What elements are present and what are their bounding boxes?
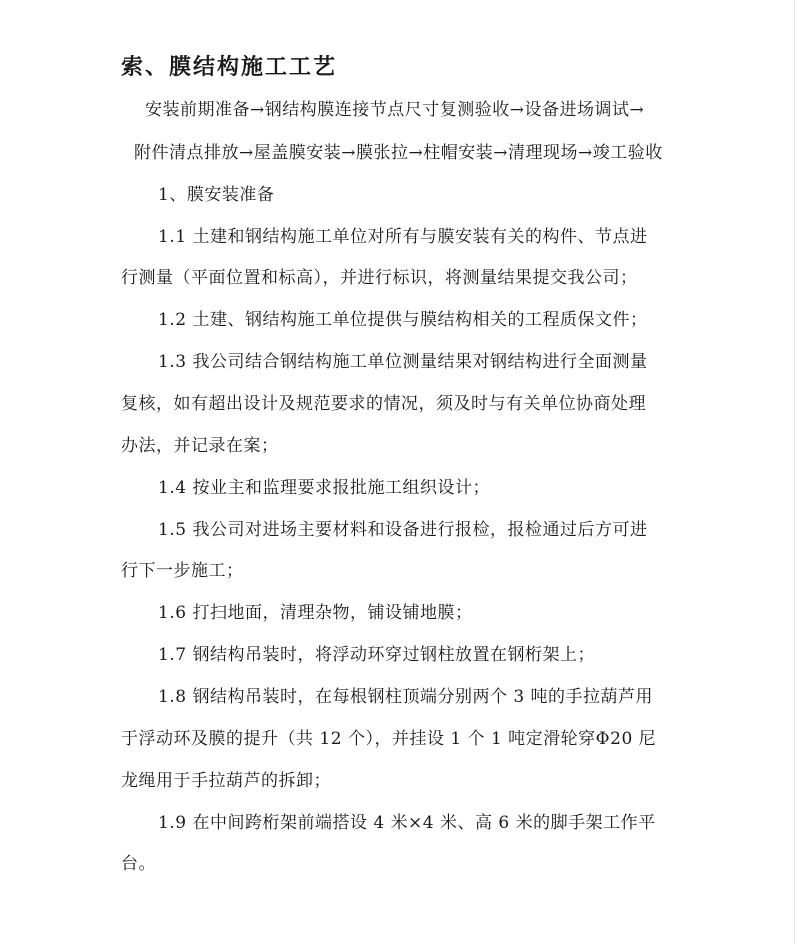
paragraph-line: 龙绳用于手拉葫芦的拆卸； — [121, 771, 331, 791]
paragraph-line: 1.8 钢结构吊装时，在每根钢柱顶端分别两个 3 吨的手拉葫芦用 — [158, 687, 654, 707]
paragraph-line: 1.1 土建和钢结构施工单位对所有与膜安装有关的构件、节点进 — [158, 227, 648, 247]
paragraph-line: 1.7 钢结构吊装时，将浮动环穿过钢柱放置在钢桁架上； — [158, 645, 595, 665]
paragraph-line: 行下一步施工； — [121, 561, 244, 581]
paragraph-line: 1.3 我公司结合钢结构施工单位测量结果对钢结构进行全面测量 — [158, 352, 648, 372]
process-flow-line-1: 安装前期准备→钢结构膜连接节点尺寸复测验收→设备进场调试→ — [145, 100, 645, 120]
paragraph-line: 于浮动环及膜的提升（共 12 个），并挂设 1 个 1 吨定滑轮穿Φ20 尼 — [121, 729, 657, 749]
paragraph-line: 复核，如有超出设计及规范要求的情况，须及时与有关单位协商处理 — [121, 394, 646, 414]
paragraph-line: 1.9 在中间跨桁架前端搭设 4 米×4 米、高 6 米的脚手架工作平 — [158, 813, 656, 833]
subsection-title: 1、膜安装准备 — [158, 185, 275, 205]
paragraph-line: 1.2 土建、钢结构施工单位提供与膜结构相关的工程质保文件； — [158, 310, 648, 330]
section-heading: 索、膜结构施工工艺 — [121, 54, 338, 80]
paragraph-line: 办法，并记录在案； — [121, 436, 279, 456]
paragraph-line: 1.5 我公司对进场主要材料和设备进行报检，报检通过后方可进 — [158, 520, 648, 540]
paragraph-line: 台。 — [121, 854, 156, 874]
paragraph-line: 1.4 按业主和监理要求报批施工组织设计； — [158, 478, 490, 498]
process-flow-line-2: 附件清点排放→屋盖膜安装→膜张拉→柱帽安装→清理现场→竣工验收 — [134, 143, 663, 163]
paragraph-line: 行测量（平面位置和标高），并进行标识，将测量结果提交我公司； — [121, 268, 638, 288]
paragraph-line: 1.6 打扫地面，清理杂物，铺设铺地膜； — [158, 603, 473, 623]
